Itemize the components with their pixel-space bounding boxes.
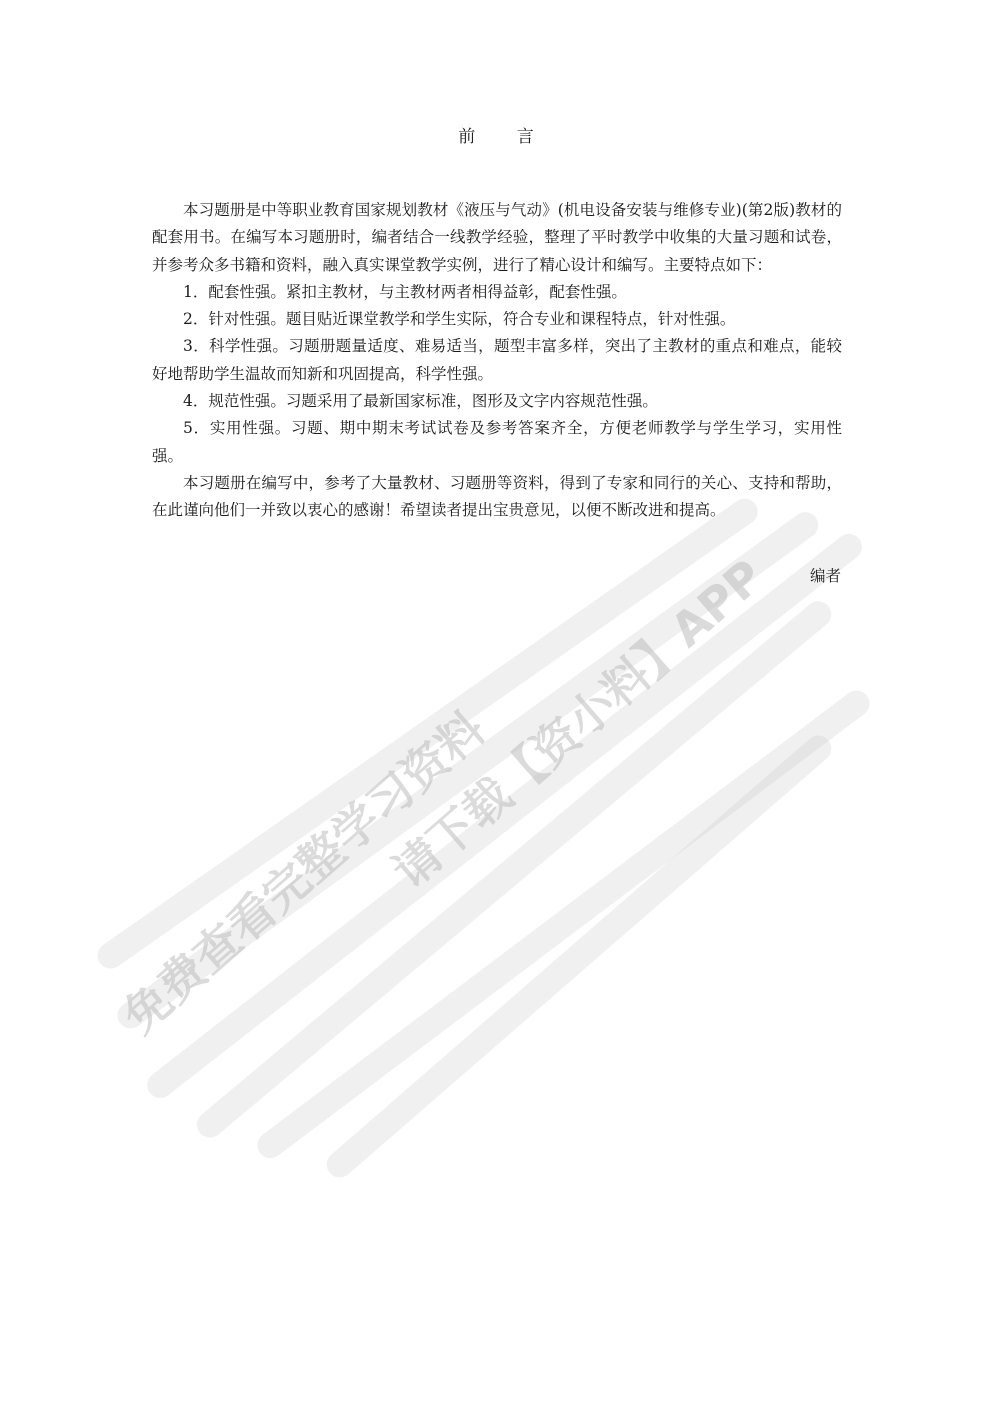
- paragraph-thanks: 本习题册在编写中，参考了大量教材、习题册等资料，得到了专家和同行的关心、支持和帮助，在此谨向他们一并致以衷心的感谢！希望读者提出宝贵意见，以便不断改进和提高。: [152, 473, 842, 520]
- preface-body: [152, 197, 842, 525]
- watermark-line-2: 请下载【资小料】APP: [382, 548, 774, 899]
- watermark-line-1: 免费查看完整学习资料: [112, 701, 496, 1044]
- paragraph-feature-3: 3．科学性强。习题册题量适度、难易适当，题型丰富多样，突出了主教材的重点和难点，能较好地帮助学生温故而知新和巩固提高，科学性强。: [152, 337, 842, 383]
- paragraph-intro: 本习题册是中等职业教育国家规划教材《液压与气动》(机电设备安装与维修专业)(第2版)教材的配套用书。在编写本习题册时，编者结合一线教学经验，整理了平时教学中收集的大量习题和试卷，并参考众多书籍和资料，融入真实课堂教学实例，进行了精心设计和编写。主要特点如下：: [152, 201, 842, 274]
- paragraph-feature-5: 5．实用性强。习题、期中期末考试试卷及参考答案齐全，方便老师教学与学生学习，实用性强。: [152, 419, 842, 465]
- paragraph-feature-2: 2．针对性强。题目贴近课堂教学和学生实际，符合专业和课程特点，针对性强。: [183, 310, 736, 329]
- page-title: 前 言: [458, 127, 552, 147]
- paragraph-feature-1: 1．配套性强。紧扣主教材，与主教材两者相得益彰，配套性强。: [183, 282, 627, 301]
- paragraph-feature-4: 4．规范性强。习题采用了最新国家标准，图形及文字内容规范性强。: [183, 392, 658, 411]
- signature: 编者: [809, 567, 841, 585]
